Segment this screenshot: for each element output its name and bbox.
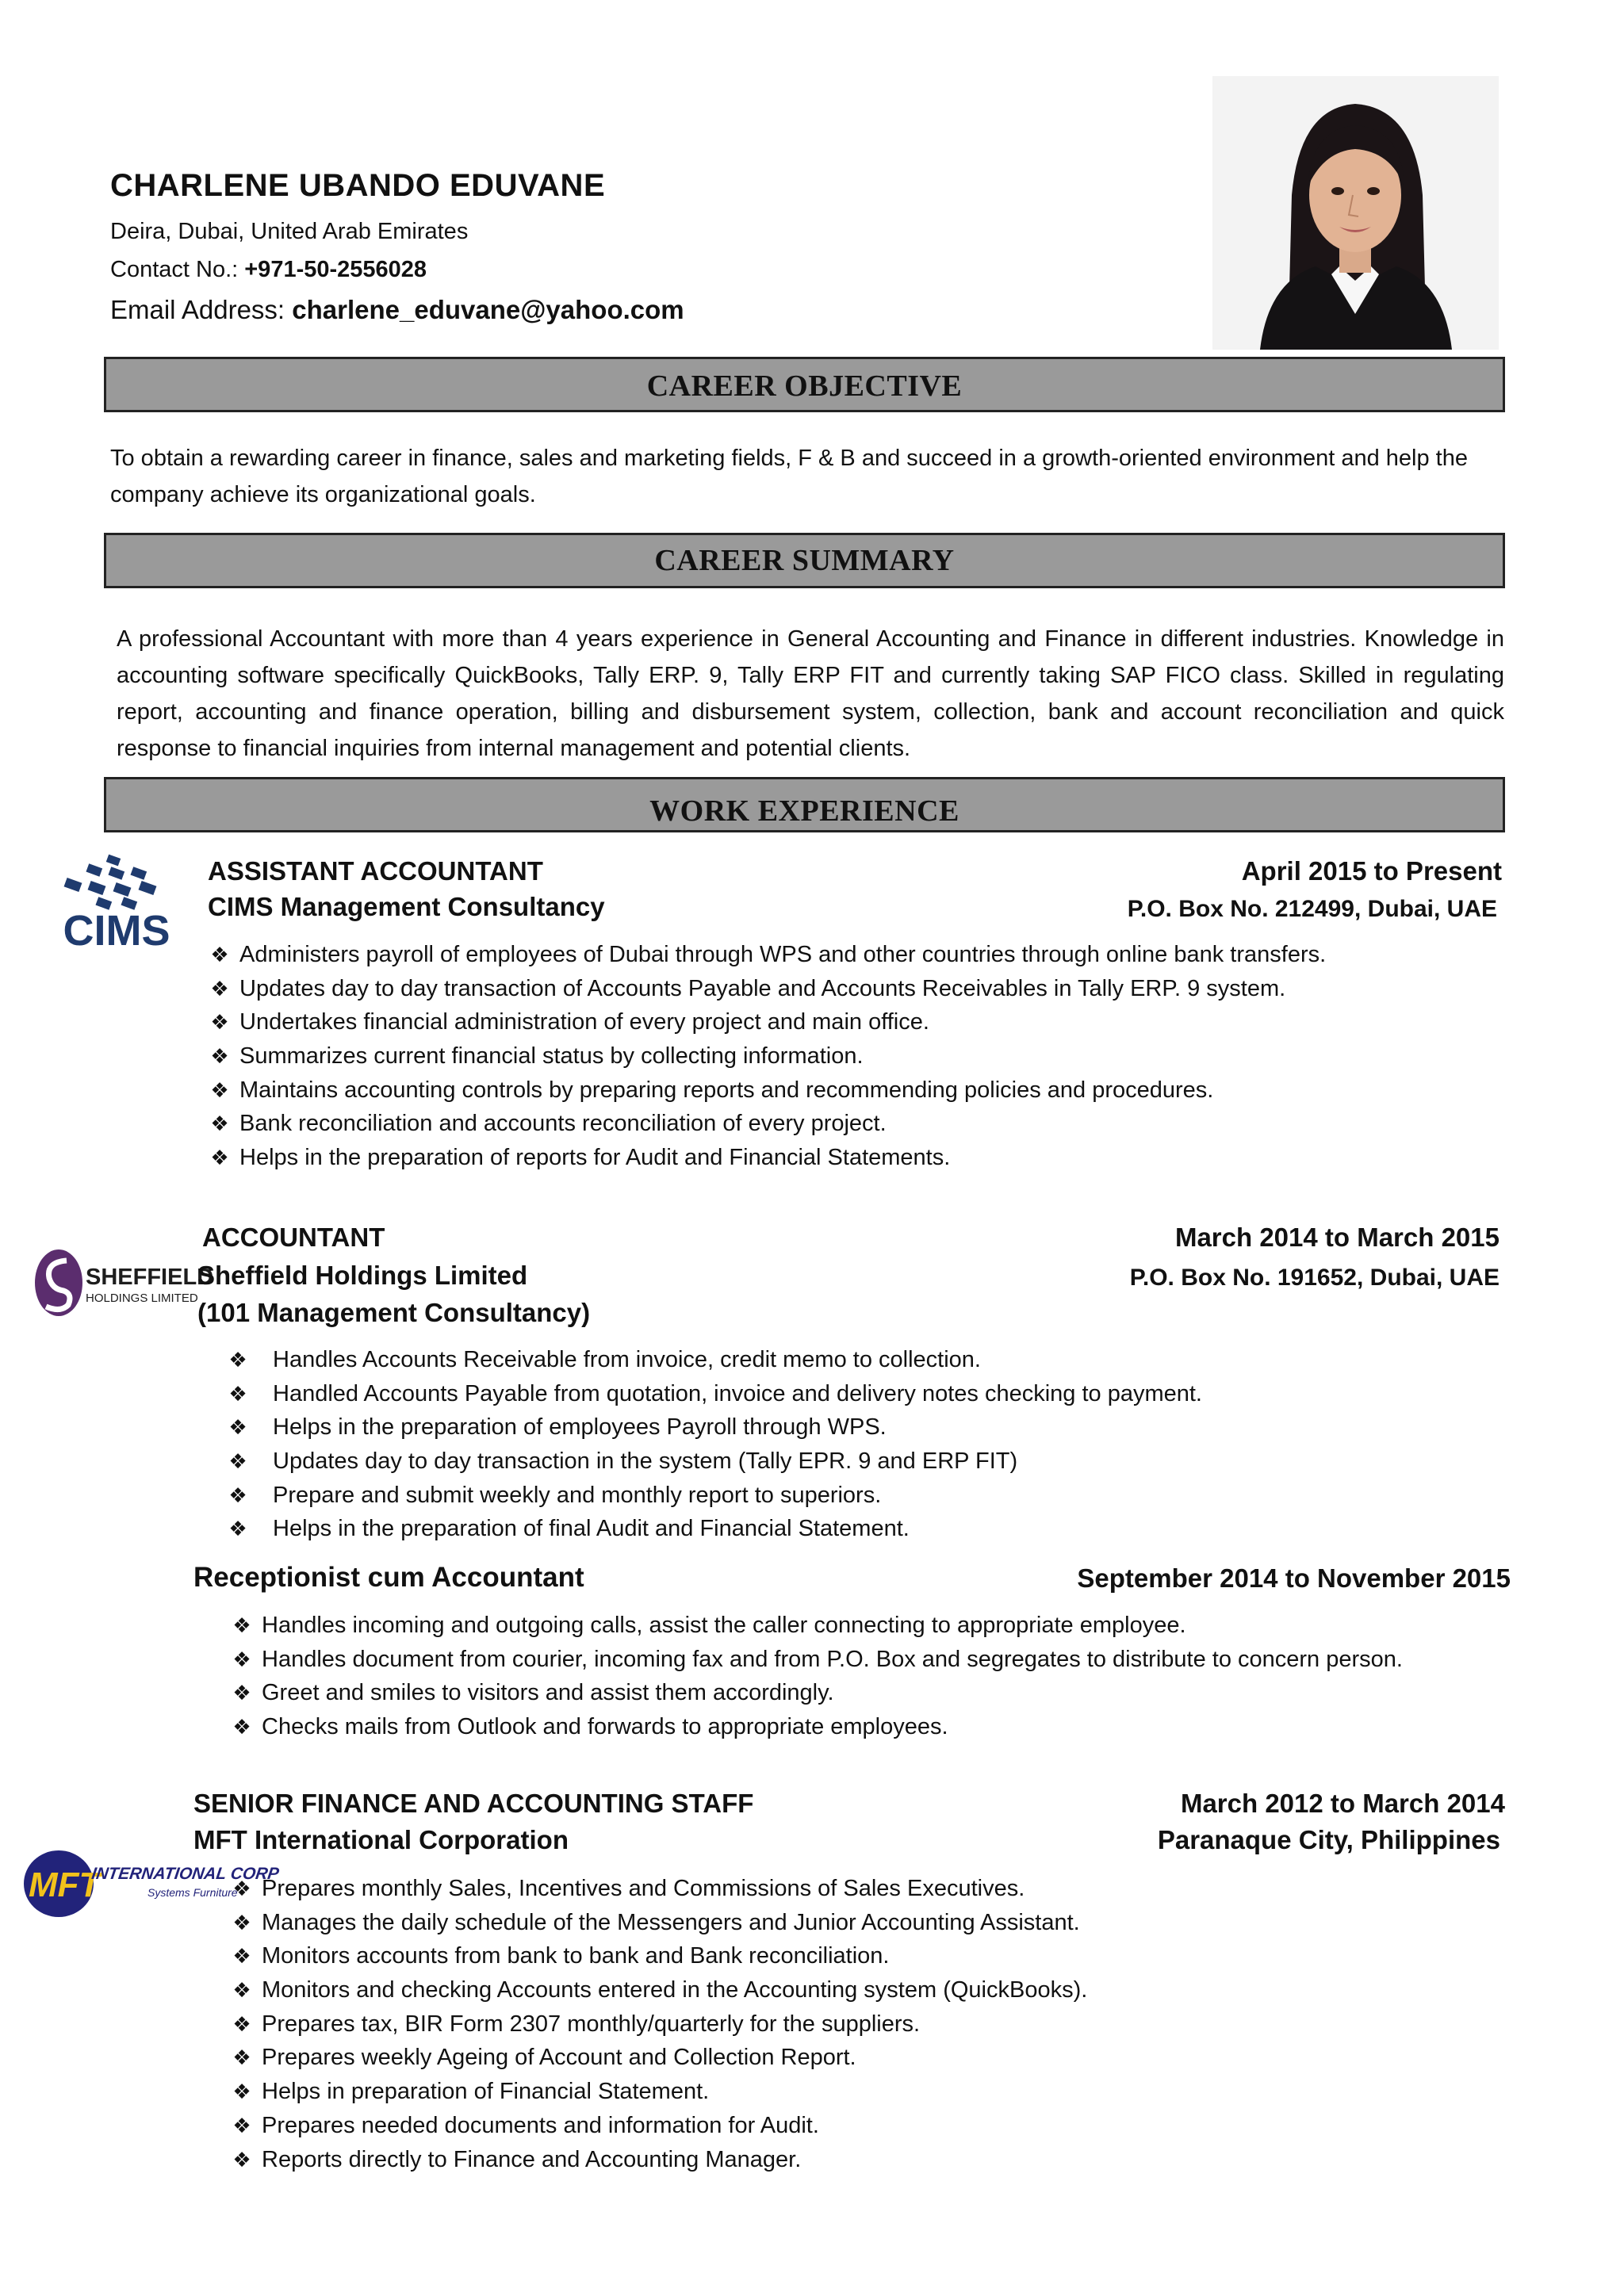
job2-date: March 2014 to March 2015 [1174, 1223, 1500, 1252]
job3-duties [232, 1609, 1403, 1744]
diamond-bullet-icon: ❖ [228, 1517, 247, 1541]
duty-item: ❖ Helps in the preparation of final Audit and Financial Statement. [222, 1512, 1202, 1546]
section-header-summary [104, 533, 1505, 588]
job2-title: ACCOUNTANT [202, 1223, 385, 1252]
job4-title: SENIOR FINANCE AND ACCOUNTING STAFF [193, 1789, 754, 1818]
duty-item: ❖ Helps in the preparation of reports for Audit and Financial Statements. [209, 1141, 1326, 1175]
duty-item: ❖ Handled Accounts Payable from quotation, invoice and delivery notes checking to payment. [222, 1377, 1202, 1411]
job4-duties [232, 1872, 1087, 2176]
duty-item: ❖ Greet and smiles to visitors and assist them accordingly. [232, 1676, 1403, 1710]
diamond-bullet-icon: ❖ [210, 1146, 229, 1170]
diamond-bullet-icon: ❖ [228, 1415, 247, 1440]
duty-item: ❖ Manages the daily schedule of the Messengers and Junior Accounting Assistant. [232, 1906, 1087, 1940]
objective-text: To obtain a rewarding career in finance, sales and marketing fields, F & B and succeed in a growth-oriented environment and help the company achieve its organizational goals. [110, 446, 1468, 507]
duty-item: ❖ Administers payroll of employees of Dubai through WPS and other countries through online bank transfers. [209, 938, 1326, 972]
email-value: charlene_eduvane@yahoo.com [292, 295, 684, 324]
duty-item: ❖ Prepares monthly Sales, Incentives and Commissions of Sales Executives. [232, 1872, 1087, 1906]
contact-number-line [110, 257, 427, 283]
diamond-bullet-icon: ❖ [228, 1348, 247, 1372]
experience-heading: WORK EXPERIENCE [649, 794, 959, 828]
duty-item: ❖ Handles incoming and outgoing calls, assist the caller connecting to appropriate employee. [232, 1609, 1403, 1643]
email-label: Email Address: [110, 295, 293, 324]
job1-location: P.O. Box No. 212499, Dubai, UAE [1127, 896, 1497, 922]
contact-label: Contact No.: [110, 257, 245, 282]
job1-company: CIMS Management Consultancy [208, 892, 605, 921]
duty-item: ❖ Reports directly to Finance and Accounting Manager. [232, 2143, 1087, 2177]
diamond-bullet-icon: ❖ [210, 976, 229, 1001]
diamond-bullet-icon: ❖ [210, 1112, 229, 1136]
job2-duties [222, 1343, 1202, 1546]
duty-item: ❖ Bank reconciliation and accounts reconciliation of every project. [209, 1107, 1326, 1141]
email-line [110, 295, 684, 325]
diamond-bullet-icon: ❖ [232, 2011, 251, 2036]
job3-title: Receptionist cum Accountant [193, 1562, 584, 1593]
job2-company-secondary: (101 Management Consultancy) [197, 1298, 591, 1327]
diamond-bullet-icon: ❖ [232, 1715, 251, 1739]
candidate-name: CHARLENE UBANDO EDUVANE [110, 168, 606, 203]
duty-item: ❖ Updates day to day transaction of Accounts Payable and Accounts Receivables in Tally ERP. 9 system. [209, 972, 1326, 1006]
diamond-bullet-icon: ❖ [232, 2045, 251, 2070]
job4-date: March 2012 to March 2014 [1180, 1789, 1505, 1818]
duty-item: ❖ Prepares tax, BIR Form 2307 monthly/quarterly for the suppliers. [232, 2007, 1087, 2042]
diamond-bullet-icon: ❖ [232, 2113, 251, 2137]
diamond-bullet-icon: ❖ [232, 1978, 251, 2003]
diamond-bullet-icon: ❖ [232, 1910, 251, 1934]
mft-logo-name: INTERNATIONAL CORP [90, 1865, 281, 1883]
sheffield-logo [32, 1245, 214, 1324]
diamond-bullet-icon: ❖ [210, 943, 229, 966]
address: Deira, Dubai, United Arab Emirates [110, 219, 469, 244]
job4-company: MFT International Corporation [193, 1825, 569, 1854]
duty-item: ❖ Monitors and checking Accounts entered in the Accounting system (QuickBooks). [232, 1973, 1087, 2007]
job2-company: Sheffield Holdings Limited [197, 1261, 528, 1290]
profile-photo [1212, 76, 1499, 350]
diamond-bullet-icon: ❖ [232, 2080, 251, 2104]
duty-item: ❖ Helps in preparation of Financial Statement. [232, 2075, 1087, 2109]
duty-item: ❖ Monitors accounts from bank to bank and Bank reconciliation. [232, 1939, 1087, 1973]
duty-item: ❖ Summarizes current financial status by collecting information. [209, 1039, 1326, 1073]
duty-item: ❖ Updates day to day transaction in the system (Tally EPR. 9 and ERP FIT) [222, 1445, 1202, 1479]
summary-heading: CAREER SUMMARY [654, 544, 955, 577]
cims-logo-text: CIMS [63, 907, 170, 955]
diamond-bullet-icon: ❖ [228, 1449, 247, 1474]
diamond-bullet-icon: ❖ [232, 1681, 251, 1705]
summary-text: A professional Accountant with more than 4 years experience in General Accounting and Finance in different industries. Knowledge in accounting software specifically QuickBooks, Tally ERP. 9, Tally ERP FIT and currently taking SAP FICO class. Skilled in regulating report, accounting and finance operation, billing and disbursement system, collection, bank and account reconciliation and quick response to financial inquiries from internal management and potential clients. [117, 626, 1504, 761]
duty-item: ❖ Maintains accounting controls by preparing reports and recommending policies and procedures. [209, 1073, 1326, 1108]
contact-value: +971-50-2556028 [244, 257, 427, 282]
diamond-bullet-icon: ❖ [232, 1613, 251, 1637]
duty-item: ❖ Helps in the preparation of employees Payroll through WPS. [222, 1410, 1202, 1445]
duty-item: ❖ Prepares weekly Ageing of Account and Collection Report. [232, 2041, 1087, 2075]
duty-item: ❖ Undertakes financial administration of every project and main office. [209, 1005, 1326, 1039]
section-header-experience [104, 777, 1505, 832]
section-header-objective [104, 357, 1505, 412]
diamond-bullet-icon: ❖ [232, 1877, 251, 1900]
diamond-bullet-icon: ❖ [210, 1044, 229, 1069]
sheffield-logo-text: SHEFFIELD [86, 1265, 214, 1290]
duty-item: ❖ Checks mails from Outlook and forwards to appropriate employees. [232, 1710, 1403, 1744]
duty-item: ❖ Prepare and submit weekly and monthly report to superiors. [222, 1479, 1202, 1513]
job1-title: ASSISTANT ACCOUNTANT [208, 856, 543, 886]
diamond-bullet-icon: ❖ [210, 1077, 229, 1102]
duty-item: ❖ Handles document from courier, incoming fax and from P.O. Box and segregates to distribute to concern person. [232, 1643, 1403, 1677]
diamond-bullet-icon: ❖ [210, 1010, 229, 1035]
duty-item: ❖ Prepares needed documents and information for Audit. [232, 2109, 1087, 2143]
duty-item: ❖ Handles Accounts Receivable from invoice, credit memo to collection. [222, 1343, 1202, 1377]
diamond-bullet-icon: ❖ [232, 1944, 251, 1969]
diamond-bullet-icon: ❖ [228, 1483, 247, 1507]
diamond-bullet-icon: ❖ [232, 1647, 251, 1671]
job2-location: P.O. Box No. 191652, Dubai, UAE [1129, 1265, 1500, 1291]
diamond-bullet-icon: ❖ [228, 1381, 247, 1406]
sheffield-logo-subtext: HOLDINGS LIMITED [86, 1292, 198, 1305]
objective-heading: CAREER OBJECTIVE [646, 369, 963, 403]
job4-location: Paranaque City, Philippines [1157, 1825, 1500, 1854]
cims-logo [41, 848, 192, 955]
diamond-bullet-icon: ❖ [232, 2147, 251, 2172]
job3-date: September 2014 to November 2015 [1077, 1563, 1511, 1593]
mft-logo-tagline: Systems Furniture [147, 1886, 238, 1899]
job1-date: April 2015 to Present [1241, 856, 1502, 886]
mft-logo-text: MFT [29, 1866, 101, 1904]
job1-duties [209, 938, 1326, 1175]
